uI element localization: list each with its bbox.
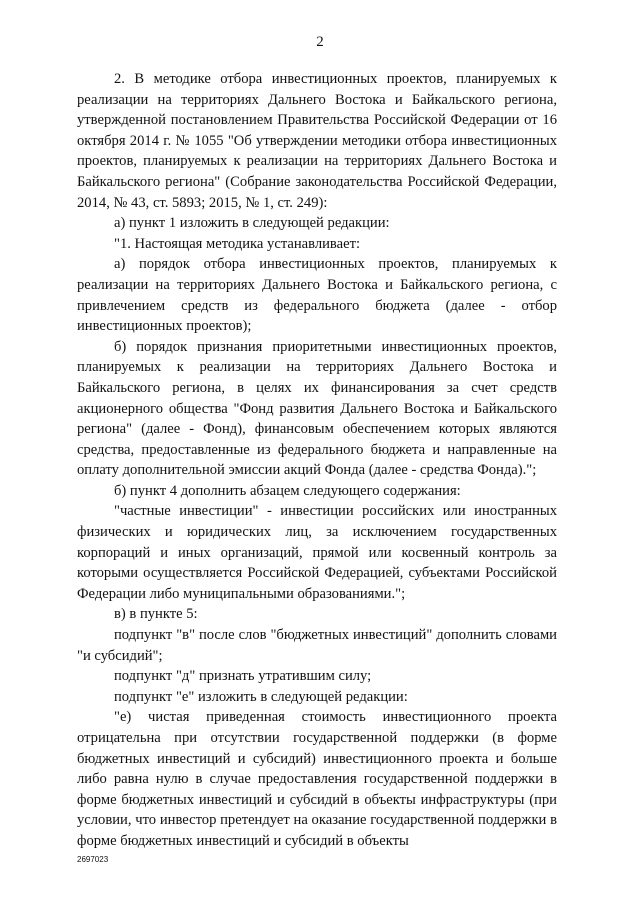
paragraph-item-a: а) пункт 1 изложить в следующей редакции: (114, 215, 390, 232)
paragraph-clause-1: "1. Настоящая методика устанавливает: (114, 235, 361, 252)
paragraph-subitem-d: подпункт "д" признать утратившим силу; (114, 668, 372, 685)
paragraph-subitem-v: подпункт "в" после слов "бюджетных инвестиций" дополнить словами "и субсидий"; (77, 627, 557, 664)
paragraph-clause-1b: б) порядок признания приоритетными инвестиционных проектов, планируемых к реализации на территориях Дальнего Востока и Байкальского региона, в целях их финансирования за счет средств акционерного общества "Фонд развития Дальнего Востока и Байкальского региона" (далее - Фонд), финансовым обеспечением которых являются средства, предоставленные из федерального бюджета и направленные на оплату дополнительной эмиссии акций Фонда (далее - средства Фонда)."; (77, 338, 557, 479)
document-id: 2697023 (77, 855, 109, 864)
document-body (77, 69, 557, 852)
paragraph-subitem-e: подпункт "е" изложить в следующей редакции: (114, 688, 408, 705)
paragraph-item-v: в) в пункте 5: (114, 606, 198, 623)
paragraph-subitem-e-text: "е) чистая приведенная стоимость инвестиционного проекта отрицательна при отсутствии государственной поддержки (в форме бюджетных инвестиций и субсидий) инвестиционного проекта и больше либо равна нулю в случае предоставления государственной поддержки в форме бюджетных инвестиций и субсидий в объекты инфраструктуры (при условии, что инвестор претендует на оказание государственной поддержки в форме бюджетных инвестиций и субсидий в объекты (77, 709, 557, 849)
paragraph-clause-1a: а) порядок отбора инвестиционных проектов, планируемых к реализации на территориях Дальнего Востока и Байкальского региона, с привлечением средств из федерального бюджета (далее - отбор инвестиционных проектов); (77, 256, 557, 335)
paragraph-item-b: б) пункт 4 дополнить абзацем следующего содержания: (114, 482, 461, 499)
page-number: 2 (316, 34, 324, 50)
paragraph-intro: 2. В методике отбора инвестиционных проектов, планируемых к реализации на территориях Дальнего Востока и Байкальского региона, утвержденной постановлением Правительства Российской Федерации от 16 октября 2014 г. № 1055 "Об утверждении методики отбора инвестиционных проектов, планируемых к реализации на территориях Дальнего Востока и Байкальского региона" (Собрание законодательства Российской Федерации, 2014, № 43, ст. 5893; 2015, № 1, ст. 249): (77, 71, 557, 211)
paragraph-private-investments: "частные инвестиции" - инвестиции российских или иностранных физических и юридических лиц, за исключением государственных корпораций и иных организаций, прямой или косвенный контроль за которыми осуществляется Российской Федерацией, субъектами Российской Федерации либо муниципальными образованиями."; (77, 503, 557, 602)
